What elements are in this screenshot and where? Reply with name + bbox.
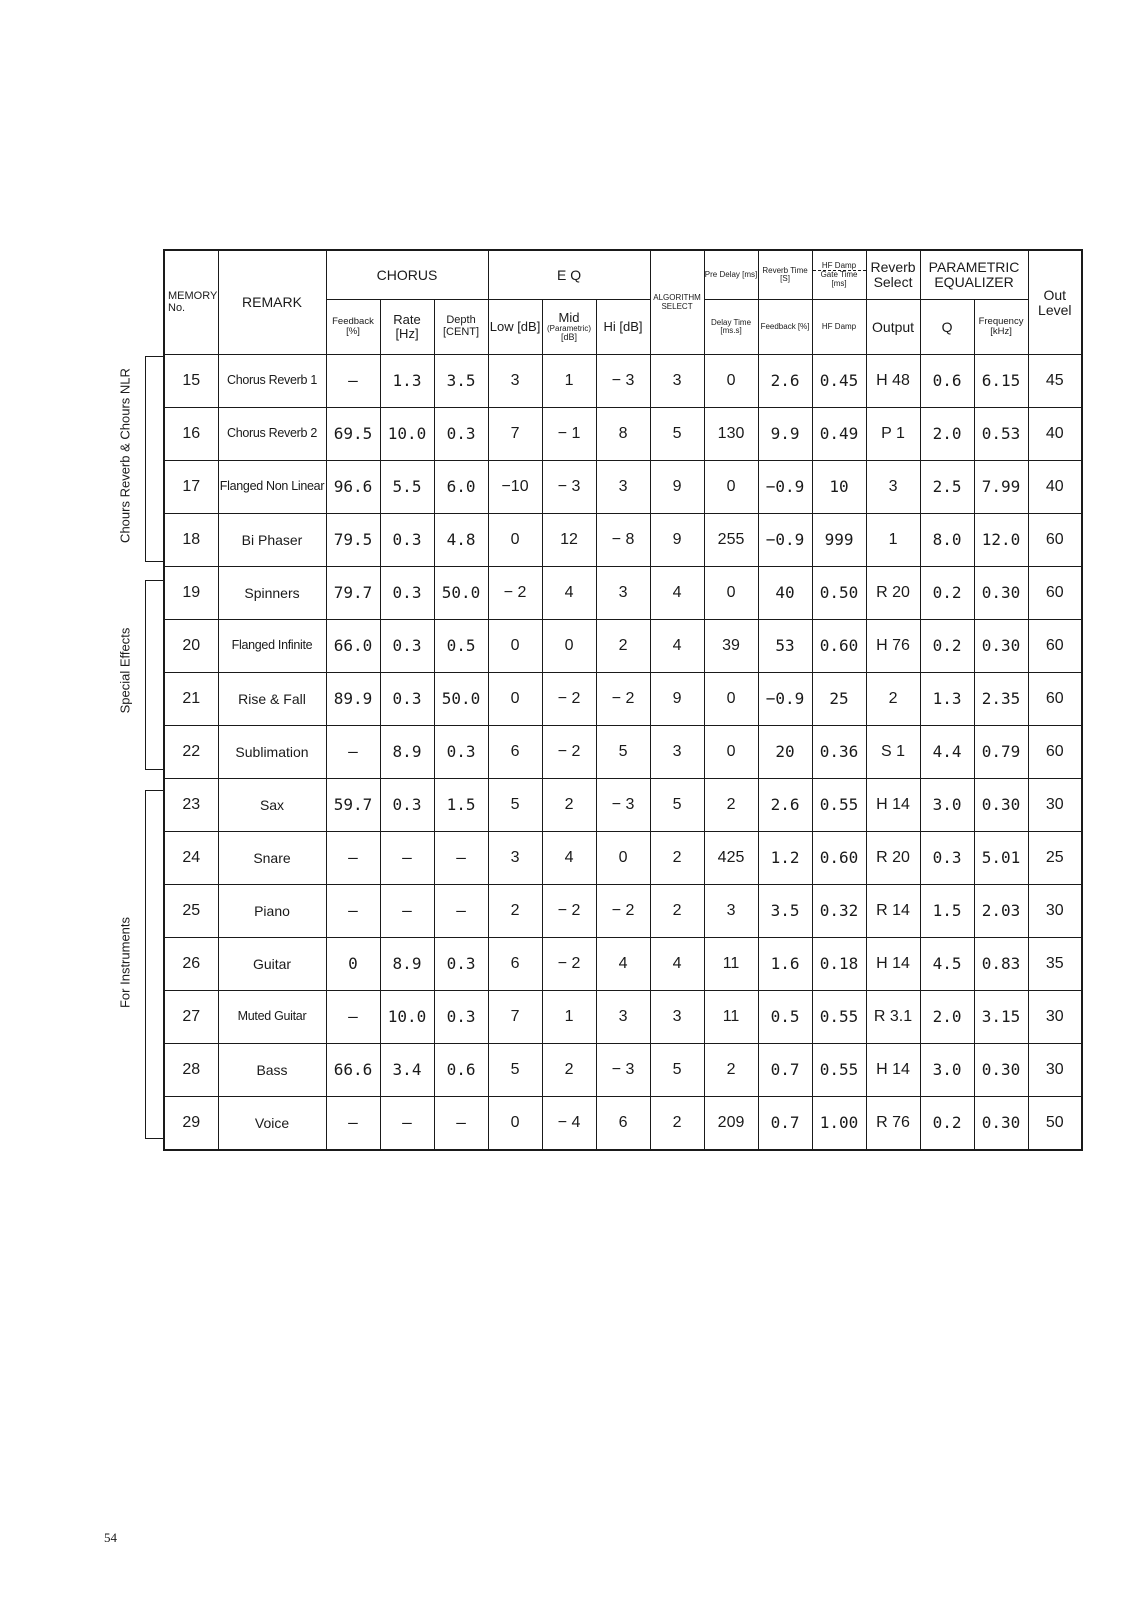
cell-chorus-rate: — bbox=[380, 832, 434, 885]
cell-algorithm: 5 bbox=[650, 1044, 704, 1097]
cell-out-level: 60 bbox=[1028, 514, 1082, 567]
cell-eq-hi: − 2 bbox=[596, 885, 650, 938]
cell-reverb-time: 0.7 bbox=[758, 1097, 812, 1151]
cell-reverb-time: 53 bbox=[758, 620, 812, 673]
cell-peq-q: 1.5 bbox=[920, 885, 974, 938]
cell-reverb-select: R 14 bbox=[866, 885, 920, 938]
cell-peq-frequency: 2.35 bbox=[974, 673, 1028, 726]
header-mid-line2: (Parametric) bbox=[547, 323, 592, 333]
cell-remark: Sublimation bbox=[218, 726, 326, 779]
cell-chorus-depth: 3.5 bbox=[434, 355, 488, 408]
header-frequency: Frequency [kHz] bbox=[974, 300, 1028, 355]
cell-memory-no: 27 bbox=[164, 991, 218, 1044]
header-rate: Rate [Hz] bbox=[380, 300, 434, 355]
cell-remark: Chorus Reverb 1 bbox=[218, 355, 326, 408]
header-memory-no: MEMORY No. bbox=[164, 250, 218, 355]
cell-reverb-time: 1.2 bbox=[758, 832, 812, 885]
cell-eq-low: − 2 bbox=[488, 567, 542, 620]
cell-peq-frequency: 0.30 bbox=[974, 567, 1028, 620]
cell-remark: Sax bbox=[218, 779, 326, 832]
cell-peq-q: 0.2 bbox=[920, 567, 974, 620]
cell-chorus-feedback: — bbox=[326, 355, 380, 408]
cell-reverb-time: −0.9 bbox=[758, 673, 812, 726]
cell-remark: Bi Phaser bbox=[218, 514, 326, 567]
header-hf-damp-top: HF Damp bbox=[813, 262, 866, 271]
cell-eq-hi: 3 bbox=[596, 991, 650, 1044]
cell-reverb-select: 3 bbox=[866, 461, 920, 514]
cell-chorus-feedback: — bbox=[326, 832, 380, 885]
cell-eq-low: 6 bbox=[488, 726, 542, 779]
cell-peq-frequency: 0.30 bbox=[974, 620, 1028, 673]
cell-reverb-select: S 1 bbox=[866, 726, 920, 779]
cell-chorus-rate: 5.5 bbox=[380, 461, 434, 514]
cell-out-level: 50 bbox=[1028, 1097, 1082, 1151]
header-feedback: Feedback [%] bbox=[326, 300, 380, 355]
cell-out-level: 35 bbox=[1028, 938, 1082, 991]
cell-algorithm: 4 bbox=[650, 567, 704, 620]
header-feedback-2: Feedback [%] bbox=[758, 300, 812, 355]
cell-algorithm: 2 bbox=[650, 1097, 704, 1151]
cell-chorus-feedback: — bbox=[326, 1097, 380, 1151]
cell-eq-low: 0 bbox=[488, 620, 542, 673]
cell-peq-q: 3.0 bbox=[920, 1044, 974, 1097]
cell-chorus-feedback: 89.9 bbox=[326, 673, 380, 726]
cell-peq-q: 2.0 bbox=[920, 408, 974, 461]
cell-memory-no: 18 bbox=[164, 514, 218, 567]
cell-eq-hi: 5 bbox=[596, 726, 650, 779]
cell-chorus-feedback: 79.7 bbox=[326, 567, 380, 620]
cell-eq-hi: 8 bbox=[596, 408, 650, 461]
cell-eq-hi: − 3 bbox=[596, 779, 650, 832]
cell-reverb-time: 0.5 bbox=[758, 991, 812, 1044]
cell-reverb-time: 9.9 bbox=[758, 408, 812, 461]
cell-eq-low: 3 bbox=[488, 355, 542, 408]
table-row bbox=[164, 514, 1082, 567]
cell-reverb-select: H 14 bbox=[866, 1044, 920, 1097]
cell-peq-frequency: 12.0 bbox=[974, 514, 1028, 567]
cell-chorus-feedback: 59.7 bbox=[326, 779, 380, 832]
cell-chorus-rate: 3.4 bbox=[380, 1044, 434, 1097]
cell-reverb-time: 2.6 bbox=[758, 779, 812, 832]
table-row bbox=[164, 885, 1082, 938]
cell-peq-frequency: 0.30 bbox=[974, 1044, 1028, 1097]
cell-eq-low: 5 bbox=[488, 1044, 542, 1097]
cell-reverb-select: 1 bbox=[866, 514, 920, 567]
cell-memory-no: 24 bbox=[164, 832, 218, 885]
cell-pre-delay: 0 bbox=[704, 567, 758, 620]
cell-chorus-depth: — bbox=[434, 1097, 488, 1151]
cell-peq-frequency: 0.30 bbox=[974, 779, 1028, 832]
cell-algorithm: 4 bbox=[650, 620, 704, 673]
cell-algorithm: 2 bbox=[650, 885, 704, 938]
memory-parameter-table bbox=[163, 249, 1083, 1151]
cell-memory-no: 20 bbox=[164, 620, 218, 673]
cell-hf-damp: 999 bbox=[812, 514, 866, 567]
cell-out-level: 30 bbox=[1028, 779, 1082, 832]
header-reverb-select: Reverb Select bbox=[866, 250, 920, 300]
cell-eq-mid: − 4 bbox=[542, 1097, 596, 1151]
cell-chorus-depth: 0.6 bbox=[434, 1044, 488, 1097]
cell-memory-no: 19 bbox=[164, 567, 218, 620]
cell-hf-damp: 0.45 bbox=[812, 355, 866, 408]
cell-remark: Guitar bbox=[218, 938, 326, 991]
cell-eq-hi: − 3 bbox=[596, 355, 650, 408]
cell-pre-delay: 11 bbox=[704, 938, 758, 991]
cell-reverb-select: H 48 bbox=[866, 355, 920, 408]
table-row bbox=[164, 991, 1082, 1044]
cell-peq-q: 2.0 bbox=[920, 991, 974, 1044]
table-row bbox=[164, 1097, 1082, 1151]
cell-chorus-rate: 1.3 bbox=[380, 355, 434, 408]
cell-hf-damp: 0.32 bbox=[812, 885, 866, 938]
header-mid-line1: Mid bbox=[558, 310, 580, 326]
header-low: Low [dB] bbox=[488, 300, 542, 355]
cell-pre-delay: 0 bbox=[704, 461, 758, 514]
cell-peq-q: 0.3 bbox=[920, 832, 974, 885]
cell-memory-no: 23 bbox=[164, 779, 218, 832]
cell-out-level: 30 bbox=[1028, 885, 1082, 938]
cell-chorus-rate: 0.3 bbox=[380, 673, 434, 726]
cell-out-level: 60 bbox=[1028, 567, 1082, 620]
cell-reverb-time: 20 bbox=[758, 726, 812, 779]
cell-pre-delay: 0 bbox=[704, 726, 758, 779]
cell-chorus-rate: 0.3 bbox=[380, 567, 434, 620]
cell-hf-damp: 25 bbox=[812, 673, 866, 726]
cell-peq-frequency: 0.83 bbox=[974, 938, 1028, 991]
cell-eq-low: 0 bbox=[488, 514, 542, 567]
cell-eq-hi: 3 bbox=[596, 461, 650, 514]
cell-remark: Chorus Reverb 2 bbox=[218, 408, 326, 461]
cell-peq-frequency: 5.01 bbox=[974, 832, 1028, 885]
header-algorithm-select: ALGORITHM SELECT bbox=[650, 250, 704, 355]
cell-algorithm: 3 bbox=[650, 355, 704, 408]
cell-eq-mid: − 3 bbox=[542, 461, 596, 514]
cell-chorus-feedback: — bbox=[326, 726, 380, 779]
cell-memory-no: 15 bbox=[164, 355, 218, 408]
cell-pre-delay: 3 bbox=[704, 885, 758, 938]
group-bracket-chorus bbox=[145, 356, 164, 562]
cell-pre-delay: 39 bbox=[704, 620, 758, 673]
cell-algorithm: 9 bbox=[650, 461, 704, 514]
cell-eq-hi: 2 bbox=[596, 620, 650, 673]
cell-reverb-time: 0.7 bbox=[758, 1044, 812, 1097]
cell-memory-no: 25 bbox=[164, 885, 218, 938]
cell-reverb-select: R 3.1 bbox=[866, 991, 920, 1044]
cell-reverb-time: 1.6 bbox=[758, 938, 812, 991]
cell-chorus-feedback: 69.5 bbox=[326, 408, 380, 461]
cell-out-level: 30 bbox=[1028, 1044, 1082, 1097]
cell-hf-damp: 0.55 bbox=[812, 779, 866, 832]
cell-hf-damp: 0.49 bbox=[812, 408, 866, 461]
cell-eq-hi: 0 bbox=[596, 832, 650, 885]
cell-peq-q: 3.0 bbox=[920, 779, 974, 832]
cell-chorus-feedback: 79.5 bbox=[326, 514, 380, 567]
cell-eq-low: 7 bbox=[488, 991, 542, 1044]
cell-chorus-depth: — bbox=[434, 885, 488, 938]
cell-eq-hi: 4 bbox=[596, 938, 650, 991]
cell-peq-frequency: 7.99 bbox=[974, 461, 1028, 514]
cell-eq-mid: − 2 bbox=[542, 673, 596, 726]
cell-chorus-rate: — bbox=[380, 885, 434, 938]
cell-algorithm: 5 bbox=[650, 408, 704, 461]
cell-remark: Snare bbox=[218, 832, 326, 885]
cell-reverb-time: −0.9 bbox=[758, 514, 812, 567]
header-output: Output bbox=[866, 300, 920, 355]
cell-chorus-depth: 0.3 bbox=[434, 991, 488, 1044]
cell-eq-low: 0 bbox=[488, 1097, 542, 1151]
cell-remark: Voice bbox=[218, 1097, 326, 1151]
cell-out-level: 25 bbox=[1028, 832, 1082, 885]
cell-eq-mid: 12 bbox=[542, 514, 596, 567]
table-row bbox=[164, 567, 1082, 620]
cell-reverb-select: H 76 bbox=[866, 620, 920, 673]
cell-algorithm: 3 bbox=[650, 991, 704, 1044]
header-chorus: CHORUS bbox=[326, 250, 488, 300]
cell-peq-frequency: 2.03 bbox=[974, 885, 1028, 938]
cell-eq-mid: 1 bbox=[542, 991, 596, 1044]
cell-reverb-select: H 14 bbox=[866, 779, 920, 832]
cell-out-level: 30 bbox=[1028, 991, 1082, 1044]
cell-peq-q: 4.5 bbox=[920, 938, 974, 991]
header-hf-damp-gate bbox=[812, 250, 866, 300]
header-gate-time: Gate Time [ms] bbox=[820, 270, 858, 288]
cell-eq-hi: − 8 bbox=[596, 514, 650, 567]
cell-reverb-time: 2.6 bbox=[758, 355, 812, 408]
cell-pre-delay: 0 bbox=[704, 673, 758, 726]
cell-eq-mid: 1 bbox=[542, 355, 596, 408]
cell-peq-frequency: 6.15 bbox=[974, 355, 1028, 408]
cell-eq-hi: 6 bbox=[596, 1097, 650, 1151]
cell-hf-damp: 0.36 bbox=[812, 726, 866, 779]
cell-reverb-select: R 20 bbox=[866, 567, 920, 620]
cell-chorus-feedback: — bbox=[326, 991, 380, 1044]
cell-reverb-select: P 1 bbox=[866, 408, 920, 461]
cell-pre-delay: 255 bbox=[704, 514, 758, 567]
cell-reverb-time: 40 bbox=[758, 567, 812, 620]
cell-chorus-feedback: 0 bbox=[326, 938, 380, 991]
cell-peq-q: 8.0 bbox=[920, 514, 974, 567]
cell-algorithm: 9 bbox=[650, 673, 704, 726]
cell-chorus-depth: 6.0 bbox=[434, 461, 488, 514]
cell-remark: Rise & Fall bbox=[218, 673, 326, 726]
cell-eq-mid: 2 bbox=[542, 779, 596, 832]
cell-hf-damp: 0.60 bbox=[812, 832, 866, 885]
header-out-level: Out Level bbox=[1028, 250, 1082, 355]
cell-chorus-depth: 0.5 bbox=[434, 620, 488, 673]
cell-peq-frequency: 0.79 bbox=[974, 726, 1028, 779]
cell-algorithm: 4 bbox=[650, 938, 704, 991]
cell-chorus-rate: 0.3 bbox=[380, 620, 434, 673]
group-label-special: Special Effects bbox=[117, 627, 133, 714]
header-hf-damp-bottom: HF Damp bbox=[812, 300, 866, 355]
cell-pre-delay: 425 bbox=[704, 832, 758, 885]
cell-eq-mid: 4 bbox=[542, 567, 596, 620]
cell-peq-frequency: 3.15 bbox=[974, 991, 1028, 1044]
cell-hf-damp: 1.00 bbox=[812, 1097, 866, 1151]
cell-remark: Spinners bbox=[218, 567, 326, 620]
cell-out-level: 60 bbox=[1028, 620, 1082, 673]
cell-chorus-rate: 10.0 bbox=[380, 408, 434, 461]
cell-chorus-depth: 1.5 bbox=[434, 779, 488, 832]
header-q: Q bbox=[920, 300, 974, 355]
cell-memory-no: 16 bbox=[164, 408, 218, 461]
cell-chorus-feedback: 66.6 bbox=[326, 1044, 380, 1097]
header-depth: Depth [CENT] bbox=[434, 300, 488, 355]
cell-eq-hi: − 2 bbox=[596, 673, 650, 726]
cell-eq-low: 2 bbox=[488, 885, 542, 938]
cell-chorus-rate: 8.9 bbox=[380, 726, 434, 779]
header-mid-line3: [dB] bbox=[561, 332, 578, 343]
cell-pre-delay: 2 bbox=[704, 779, 758, 832]
cell-eq-mid: − 2 bbox=[542, 726, 596, 779]
cell-memory-no: 21 bbox=[164, 673, 218, 726]
table-row bbox=[164, 1044, 1082, 1097]
header-hi: Hi [dB] bbox=[596, 300, 650, 355]
cell-eq-mid: 0 bbox=[542, 620, 596, 673]
cell-chorus-feedback: 66.0 bbox=[326, 620, 380, 673]
cell-eq-hi: 3 bbox=[596, 567, 650, 620]
cell-memory-no: 28 bbox=[164, 1044, 218, 1097]
cell-eq-low: −10 bbox=[488, 461, 542, 514]
cell-chorus-depth: — bbox=[434, 832, 488, 885]
group-label-chorus: Chours Reverb & Chours NLR bbox=[117, 368, 133, 543]
cell-chorus-rate: 0.3 bbox=[380, 514, 434, 567]
table-row bbox=[164, 938, 1082, 991]
cell-out-level: 60 bbox=[1028, 673, 1082, 726]
cell-eq-mid: 2 bbox=[542, 1044, 596, 1097]
cell-out-level: 40 bbox=[1028, 408, 1082, 461]
table-row bbox=[164, 673, 1082, 726]
cell-remark: Flanged Infinite bbox=[218, 620, 326, 673]
cell-eq-hi: − 3 bbox=[596, 1044, 650, 1097]
header-delay-time: Delay Time [ms.s] bbox=[704, 300, 758, 355]
group-label-instruments: For Instruments bbox=[117, 916, 133, 1009]
cell-remark: Piano bbox=[218, 885, 326, 938]
table-body bbox=[164, 355, 1082, 1151]
cell-out-level: 60 bbox=[1028, 726, 1082, 779]
cell-memory-no: 29 bbox=[164, 1097, 218, 1151]
cell-chorus-depth: 0.3 bbox=[434, 938, 488, 991]
cell-eq-low: 7 bbox=[488, 408, 542, 461]
cell-peq-q: 0.6 bbox=[920, 355, 974, 408]
table-row bbox=[164, 461, 1082, 514]
cell-hf-damp: 0.55 bbox=[812, 1044, 866, 1097]
cell-eq-mid: 4 bbox=[542, 832, 596, 885]
cell-reverb-time: −0.9 bbox=[758, 461, 812, 514]
cell-chorus-depth: 4.8 bbox=[434, 514, 488, 567]
table-row bbox=[164, 832, 1082, 885]
cell-eq-low: 3 bbox=[488, 832, 542, 885]
cell-algorithm: 3 bbox=[650, 726, 704, 779]
cell-memory-no: 22 bbox=[164, 726, 218, 779]
header-remark: REMARK bbox=[218, 250, 326, 355]
cell-algorithm: 9 bbox=[650, 514, 704, 567]
cell-remark: Flanged Non Linear bbox=[218, 461, 326, 514]
cell-reverb-select: R 76 bbox=[866, 1097, 920, 1151]
cell-reverb-time: 3.5 bbox=[758, 885, 812, 938]
table-row bbox=[164, 620, 1082, 673]
cell-chorus-feedback: — bbox=[326, 885, 380, 938]
cell-eq-mid: − 2 bbox=[542, 885, 596, 938]
cell-hf-damp: 0.50 bbox=[812, 567, 866, 620]
cell-eq-mid: − 2 bbox=[542, 938, 596, 991]
header-parametric-eq: PARAMETRIC EQUALIZER bbox=[920, 250, 1028, 300]
cell-peq-frequency: 0.30 bbox=[974, 1097, 1028, 1151]
page-number: 54 bbox=[104, 1530, 117, 1545]
cell-chorus-feedback: 96.6 bbox=[326, 461, 380, 514]
cell-reverb-select: H 14 bbox=[866, 938, 920, 991]
cell-pre-delay: 2 bbox=[704, 1044, 758, 1097]
cell-hf-damp: 0.18 bbox=[812, 938, 866, 991]
cell-eq-low: 5 bbox=[488, 779, 542, 832]
cell-pre-delay: 0 bbox=[704, 355, 758, 408]
cell-pre-delay: 11 bbox=[704, 991, 758, 1044]
cell-memory-no: 26 bbox=[164, 938, 218, 991]
cell-eq-low: 6 bbox=[488, 938, 542, 991]
group-bracket-instruments bbox=[145, 790, 164, 1139]
cell-chorus-depth: 50.0 bbox=[434, 567, 488, 620]
cell-peq-q: 0.2 bbox=[920, 1097, 974, 1151]
cell-reverb-select: R 20 bbox=[866, 832, 920, 885]
cell-chorus-rate: 10.0 bbox=[380, 991, 434, 1044]
table-row bbox=[164, 779, 1082, 832]
cell-algorithm: 2 bbox=[650, 832, 704, 885]
cell-eq-low: 0 bbox=[488, 673, 542, 726]
cell-hf-damp: 10 bbox=[812, 461, 866, 514]
cell-memory-no: 17 bbox=[164, 461, 218, 514]
cell-remark: Muted Guitar bbox=[218, 991, 326, 1044]
table-row bbox=[164, 355, 1082, 408]
cell-hf-damp: 0.55 bbox=[812, 991, 866, 1044]
header-row-1 bbox=[164, 250, 1082, 300]
group-bracket-special bbox=[145, 580, 164, 770]
cell-peq-frequency: 0.53 bbox=[974, 408, 1028, 461]
table-row bbox=[164, 726, 1082, 779]
table-row bbox=[164, 408, 1082, 461]
cell-hf-damp: 0.60 bbox=[812, 620, 866, 673]
header-pre-delay: Pre Delay [ms] bbox=[704, 250, 758, 300]
header-eq: E Q bbox=[488, 250, 650, 300]
cell-peq-q: 1.3 bbox=[920, 673, 974, 726]
cell-pre-delay: 209 bbox=[704, 1097, 758, 1151]
cell-pre-delay: 130 bbox=[704, 408, 758, 461]
cell-algorithm: 5 bbox=[650, 779, 704, 832]
cell-chorus-rate: 0.3 bbox=[380, 779, 434, 832]
cell-out-level: 40 bbox=[1028, 461, 1082, 514]
cell-reverb-select: 2 bbox=[866, 673, 920, 726]
header-mid bbox=[542, 300, 596, 355]
cell-out-level: 45 bbox=[1028, 355, 1082, 408]
cell-chorus-rate: 8.9 bbox=[380, 938, 434, 991]
cell-chorus-depth: 0.3 bbox=[434, 726, 488, 779]
cell-remark: Bass bbox=[218, 1044, 326, 1097]
cell-chorus-depth: 0.3 bbox=[434, 408, 488, 461]
cell-peq-q: 0.2 bbox=[920, 620, 974, 673]
header-reverb-time: Reverb Time [S] bbox=[758, 250, 812, 300]
cell-eq-mid: − 1 bbox=[542, 408, 596, 461]
cell-chorus-rate: — bbox=[380, 1097, 434, 1151]
cell-chorus-depth: 50.0 bbox=[434, 673, 488, 726]
cell-peq-q: 2.5 bbox=[920, 461, 974, 514]
cell-peq-q: 4.4 bbox=[920, 726, 974, 779]
